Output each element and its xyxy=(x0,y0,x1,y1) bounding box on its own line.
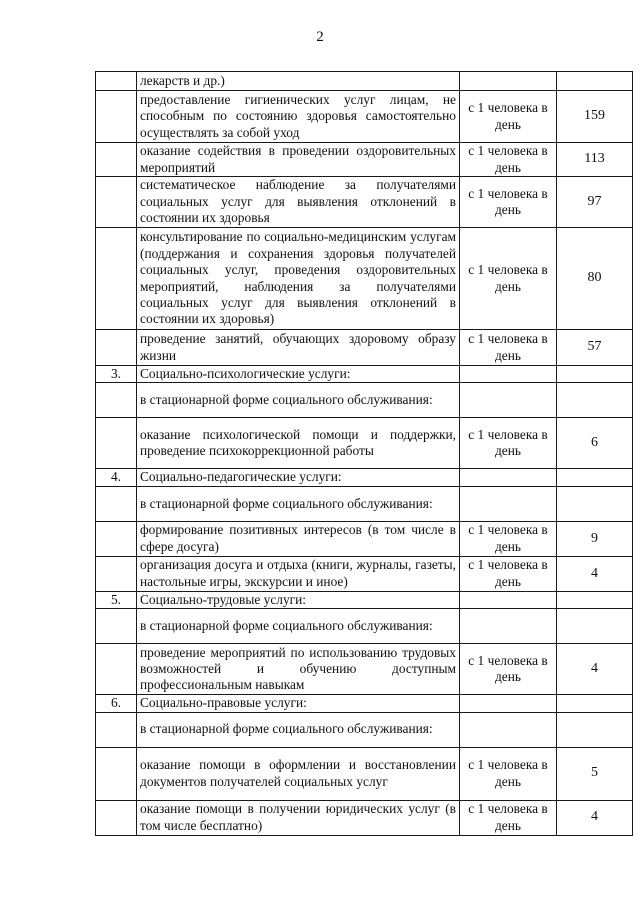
service-name-cell: Социально-педагогические услуги: xyxy=(137,469,460,486)
table-row xyxy=(96,644,633,695)
value-cell: 4 xyxy=(557,800,633,835)
row-number-cell xyxy=(96,609,137,644)
services-table xyxy=(95,71,633,836)
value-cell: 80 xyxy=(557,228,633,330)
row-number-cell: 6. xyxy=(96,695,137,712)
table-row xyxy=(96,228,633,330)
value-cell: 4 xyxy=(557,644,633,695)
value-cell xyxy=(557,591,633,608)
value-cell: 9 xyxy=(557,521,633,556)
value-cell: 159 xyxy=(557,91,633,143)
unit-cell xyxy=(460,695,557,712)
service-name-cell: проведение занятий, обучающих здоровому образу жизни xyxy=(137,330,460,366)
unit-cell: с 1 человека в день xyxy=(460,747,557,800)
unit-cell: с 1 человека в день xyxy=(460,91,557,143)
table-row xyxy=(96,747,633,800)
value-cell xyxy=(557,469,633,486)
value-cell xyxy=(557,366,633,383)
table-row xyxy=(96,486,633,521)
table-row xyxy=(96,383,633,418)
table-row xyxy=(96,800,633,835)
table-row xyxy=(96,695,633,712)
service-name-cell: в стационарной форме социального обслуживания: xyxy=(137,712,460,747)
row-number-cell: 3. xyxy=(96,366,137,383)
value-cell: 113 xyxy=(557,143,633,177)
service-name-cell: в стационарной форме социального обслуживания: xyxy=(137,383,460,418)
unit-cell: с 1 человека в день xyxy=(460,556,557,591)
unit-cell: с 1 человека в день xyxy=(460,800,557,835)
value-cell xyxy=(557,486,633,521)
row-number-cell xyxy=(96,330,137,366)
table-row xyxy=(96,521,633,556)
unit-cell xyxy=(460,469,557,486)
service-name-cell: лекарств и др.) xyxy=(137,72,460,91)
unit-cell: с 1 человека в день xyxy=(460,330,557,366)
service-name-cell: консультирование по социально-медицинским услугам (поддержания и сохранения здоровья получателей социальных услуг, проведения оздоровительных мероприятий, наблюдения за получателями социальных услуг для выявления отклонений в состоянии их здоровья) xyxy=(137,228,460,330)
service-name-cell: предоставление гигиенических услуг лицам, не способным по состоянию здоровья самостоятельно осуществлять за собой уход xyxy=(137,91,460,143)
page-number: 2 xyxy=(316,29,324,45)
service-name-cell: проведение мероприятий по использованию трудовых возможностей и обучению доступным профессиональным навыкам xyxy=(137,644,460,695)
unit-cell: с 1 человека в день xyxy=(460,177,557,228)
service-name-cell: организация досуга и отдыха (книги, журналы, газеты, настольные игры, экскурсии и иное) xyxy=(137,556,460,591)
row-number-cell xyxy=(96,521,137,556)
value-cell: 57 xyxy=(557,330,633,366)
unit-cell: с 1 человека в день xyxy=(460,143,557,177)
table-row xyxy=(96,366,633,383)
value-cell: 4 xyxy=(557,556,633,591)
row-number-cell xyxy=(96,177,137,228)
row-number-cell xyxy=(96,747,137,800)
row-number-cell xyxy=(96,800,137,835)
unit-cell xyxy=(460,486,557,521)
service-name-cell: Социально-правовые услуги: xyxy=(137,695,460,712)
unit-cell xyxy=(460,72,557,91)
table-row xyxy=(96,177,633,228)
row-number-cell xyxy=(96,486,137,521)
table-row xyxy=(96,143,633,177)
unit-cell: с 1 человека в день xyxy=(460,418,557,469)
unit-cell xyxy=(460,383,557,418)
table-row xyxy=(96,469,633,486)
value-cell: 6 xyxy=(557,418,633,469)
service-name-cell: оказание помощи в оформлении и восстановлении документов получателей социальных услуг xyxy=(137,747,460,800)
unit-cell: с 1 человека в день xyxy=(460,521,557,556)
row-number-cell xyxy=(96,228,137,330)
service-name-cell: оказание помощи в получении юридических услуг (в том числе бесплатно) xyxy=(137,800,460,835)
unit-cell xyxy=(460,609,557,644)
table-row xyxy=(96,712,633,747)
unit-cell: с 1 человека в день xyxy=(460,228,557,330)
value-cell: 97 xyxy=(557,177,633,228)
service-name-cell: Социально-трудовые услуги: xyxy=(137,591,460,608)
row-number-cell: 4. xyxy=(96,469,137,486)
service-name-cell: в стационарной форме социального обслуживания: xyxy=(137,609,460,644)
value-cell xyxy=(557,695,633,712)
table-row xyxy=(96,609,633,644)
table-row xyxy=(96,591,633,608)
value-cell: 5 xyxy=(557,747,633,800)
row-number-cell xyxy=(96,556,137,591)
row-number-cell: 5. xyxy=(96,591,137,608)
service-name-cell: формирование позитивных интересов (в том числе в сфере досуга) xyxy=(137,521,460,556)
table-row xyxy=(96,418,633,469)
table-row xyxy=(96,556,633,591)
service-name-cell: Социально-психологические услуги: xyxy=(137,366,460,383)
service-name-cell: систематическое наблюдение за получателями социальных услуг для выявления отклонений в состоянии их здоровья xyxy=(137,177,460,228)
table-row xyxy=(96,91,633,143)
service-name-cell: оказание психологической помощи и поддержки, проведение психокоррекционной работы xyxy=(137,418,460,469)
value-cell xyxy=(557,72,633,91)
table-row xyxy=(96,330,633,366)
unit-cell: с 1 человека в день xyxy=(460,644,557,695)
row-number-cell xyxy=(96,712,137,747)
unit-cell xyxy=(460,712,557,747)
services-table-body xyxy=(96,72,633,836)
value-cell xyxy=(557,712,633,747)
value-cell xyxy=(557,383,633,418)
service-name-cell: в стационарной форме социального обслуживания: xyxy=(137,486,460,521)
row-number-cell xyxy=(96,72,137,91)
row-number-cell xyxy=(96,143,137,177)
table-row xyxy=(96,72,633,91)
row-number-cell xyxy=(96,418,137,469)
row-number-cell xyxy=(96,644,137,695)
row-number-cell xyxy=(96,91,137,143)
value-cell xyxy=(557,609,633,644)
row-number-cell xyxy=(96,383,137,418)
service-name-cell: оказание содействия в проведении оздоровительных мероприятий xyxy=(137,143,460,177)
unit-cell xyxy=(460,366,557,383)
unit-cell xyxy=(460,591,557,608)
